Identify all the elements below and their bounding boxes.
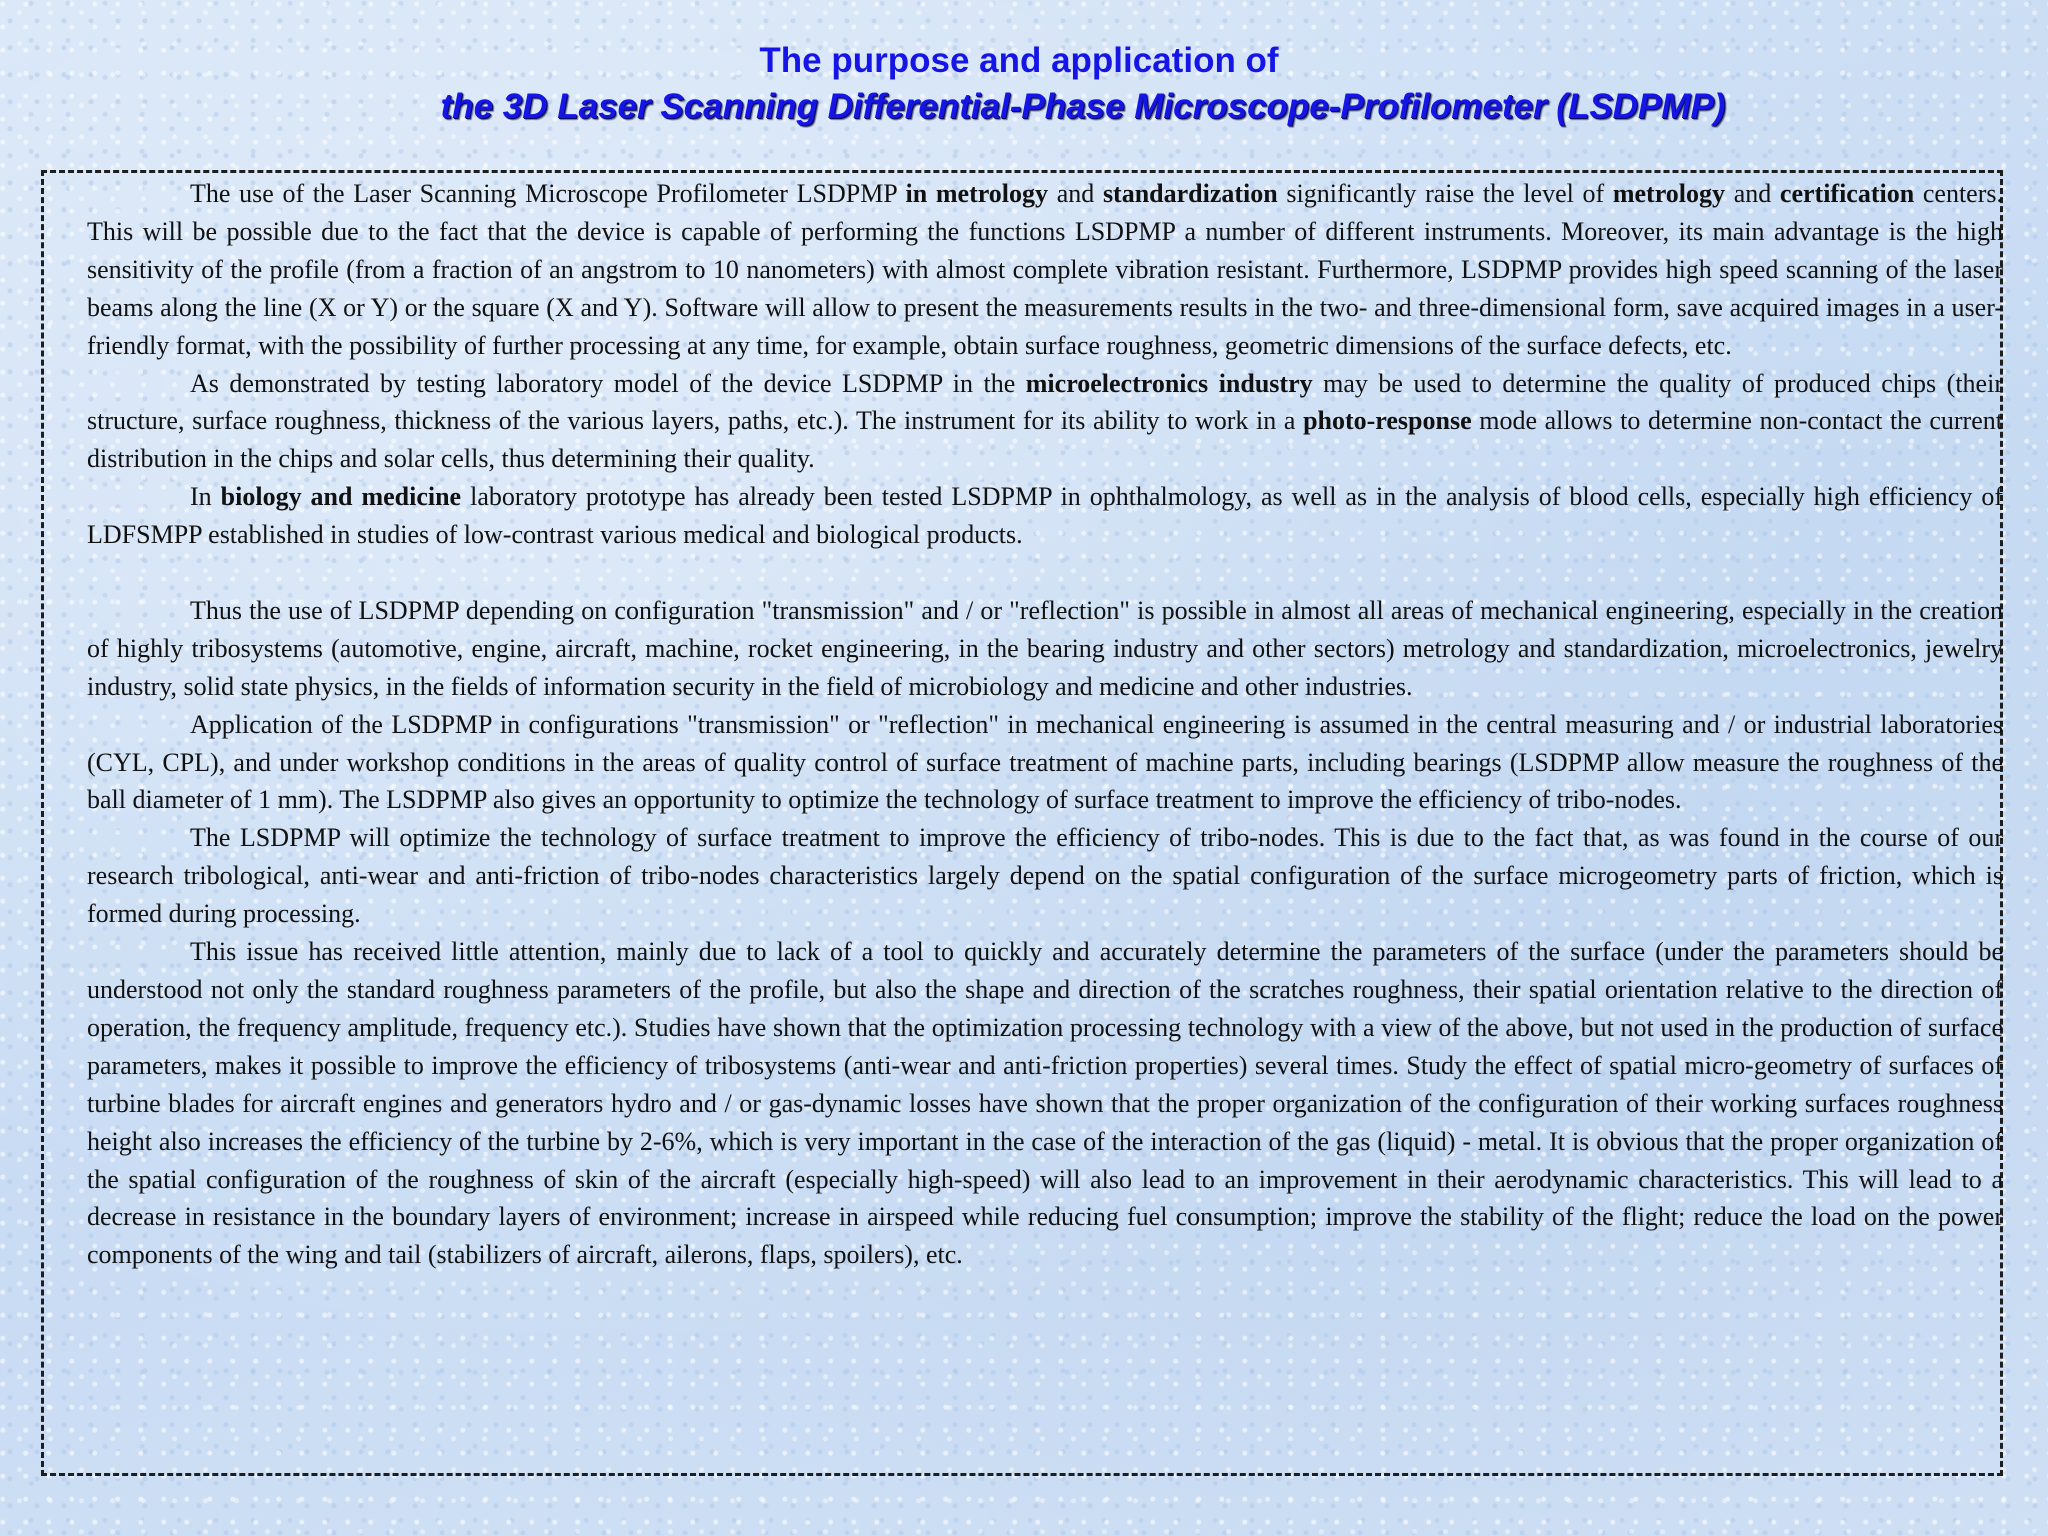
title-line-1: The purpose and application of	[759, 41, 1279, 80]
paragraph-tribo-nodes: The LSDPMP will optimize the technology of surface treatment to improve the efficiency of tribo-nodes. This is due to the fact that, as was found in the course of our research tribological, anti-wear and anti-friction of tribo-nodes characteristics largely depend on the spatial configuration of the surface microgeometry parts of friction, which is formed during processing.	[87, 823, 2003, 929]
paragraph-biology-medicine: In biology and medicine laboratory prototype has already been tested LSDPMP in ophthalmology, as well as in the analysis of blood cells, especially high efficiency of LDFSMPP established in studies of low-contrast various medical and biological products.	[87, 482, 2003, 550]
paragraph-metrology: The use of the Laser Scanning Microscope Profilometer LSDPMP in metrology and standardization significantly raise the level of metrology and certification centers. This will be possible due to the fact that the device is capable of performing the functions LSDPMP a number of different instruments. Moreover, its main advantage is the high sensitivity of the profile (from a fraction of an angstrom to 10 nanometers) with almost complete vibration resistant. Furthermore, LSDPMP provides high speed scanning of the laser beams along the line (X or Y) or the square (X and Y). Software will allow to present the measurements results in the two- and three-dimensional form, save acquired images in a user-friendly format, with the possibility of further processing at any time, for example, obtain surface roughness, geometric dimensions of the surface defects, etc.	[87, 179, 2003, 360]
title-line-2: the 3D Laser Scanning Differential-Phase Microscope-Profilometer (LSDPMP)	[440, 87, 1726, 126]
paragraph-surface-parameters: This issue has received little attention, mainly due to lack of a tool to quickly and accurately determine the parameters of the surface (under the parameters should be understood not only the standard roughness parameters of the profile, but also the shape and direction of the scratches roughness, their spatial orientation relative to the direction of operation, the frequency amplitude, frequency etc.). Studies have shown that the optimization processing technology with a view of the above, but not used in the production of surface parameters, makes it possible to improve the efficiency of tribosystems (anti-wear and anti-friction properties) several times. Study the effect of spatial micro-geometry of surfaces of turbine blades for aircraft engines and generators hydro and / or gas-dynamic losses have shown that the proper organization of the configuration of their working surfaces roughness height also increases the efficiency of the turbine by 2-6%, which is very important in the case of the interaction of the gas (liquid) - metal. It is obvious that the proper organization of the spatial configuration of the roughness of skin of the aircraft (especially high-speed) will also lead to an improvement in their aerodynamic characteristics. This will lead to a decrease in resistance in the boundary layers of environment; increase in airspeed while reducing fuel consumption; improve the stability of the flight; reduce the load on the power components of the wing and tail (stabilizers of aircraft, ailerons, flaps, spoilers), etc.	[87, 937, 2003, 1270]
text-frame	[41, 170, 2003, 1476]
paragraph-mechanical-engineering: Thus the use of LSDPMP depending on configuration "transmission" and / or "reflection" is possible in almost all areas of mechanical engineering, especially in the creation of highly tribosystems (automotive, engine, aircraft, machine, rocket engineering, in the bearing industry and other sectors) metrology and standardization, microelectronics, jewelry industry, solid state physics, in the fields of information security in the field of microbiology and medicine and other industries.	[87, 595, 2003, 701]
paragraph-microelectronics: As demonstrated by testing laboratory model of the device LSDPMP in the microelectronics industry may be used to determine the quality of produced chips (their structure, surface roughness, thickness of the various layers, paths, etc.). The instrument for its ability to work in a photo-response mode allows to determine non-contact the current distribution in the chips and solar cells, thus determining their quality.	[87, 368, 2003, 474]
paragraph-configurations: Application of the LSDPMP in configurations "transmission" or "reflection" in mechanical engineering is assumed in the central measuring and / or industrial laboratories (CYL, CPL), and under workshop conditions in the areas of quality control of surface treatment of machine parts, including bearings (LSDPMP allow measure the roughness of the ball diameter of 1 mm). The LSDPMP also gives an opportunity to optimize the technology of surface treatment to improve the efficiency of tribo-nodes.	[87, 709, 2003, 815]
page-title	[0, 38, 2048, 130]
body-text	[87, 175, 2003, 1274]
